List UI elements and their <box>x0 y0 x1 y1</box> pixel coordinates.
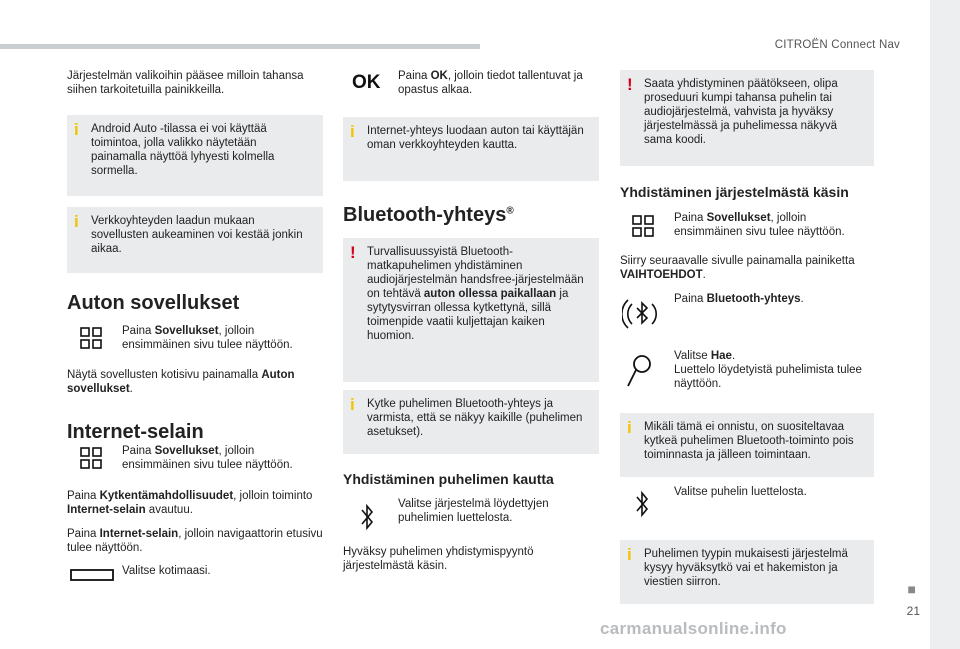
note-text: Mikäli tämä ei onnistu, on suositeltavaa kytkeä puhelimen Bluetooth-toiminto pois toiminnasta ja jälleen toimintaan. <box>644 421 854 461</box>
heading-bluetooth: Bluetooth-yhteys® <box>343 204 514 226</box>
note-text: Puhelimen tyypin mukaisesti järjestelmä kysyy hyväksytkö vai et hakemiston ja viestien siirron. <box>644 548 848 588</box>
note-text: Turvallisuussyistä Bluetooth-matkapuhelimen yhdistäminen audiojärjestelmän handsfree-järjestelmään on tehtävä auton ollessa paikallaan ja sytytysvirran ollessa kytkettynä, sillä toimenpide vaatii kuljettajan kaiken huomion. <box>367 246 584 342</box>
info-icon: i <box>74 212 79 231</box>
bluetooth-signal-icon <box>622 294 662 334</box>
note-text: Kytke puhelimen Bluetooth-yhteys ja varmista, että se näkyy kaikille (puhelimen asetukset). <box>367 398 583 438</box>
browser-press-text: Paina Sovellukset, jolloin ensimmäinen sivu tulee näyttöön. <box>122 445 293 471</box>
heading-auton-sovellukset: Auton sovellukset <box>67 292 240 314</box>
info-icon: i <box>627 545 632 564</box>
watermark: carmanualsonline.info <box>600 619 787 638</box>
select-system-text: Valitse järjestelmä löydettyjen puhelimien luettelosta. <box>398 498 549 524</box>
warning-note-safety <box>343 238 599 382</box>
page-number: 21 <box>906 604 920 618</box>
options-text: Siirry seuraavalle sivulle painamalla painiketta VAIHTOEHDOT. <box>620 255 855 281</box>
info-icon: i <box>627 418 632 437</box>
search-icon <box>624 353 654 389</box>
browser-navigator-text: Paina Internet-selain, jolloin navigaattorin etusivu tulee näyttöön. <box>67 528 323 554</box>
apps-grid-icon <box>80 447 102 469</box>
home-country-text: Valitse kotimaasi. <box>122 565 211 577</box>
brand-header: CITROËN Connect Nav <box>774 39 900 51</box>
info-note-internet <box>343 117 599 181</box>
heading-phone-pairing: Yhdistäminen puhelimen kautta <box>343 471 554 487</box>
note-text: Saata yhdistyminen päätökseen, olipa proseduuri kumpi tahansa puhelin tai audiojärjestelmä, vahvista ja hyväksy järjestelmässä ja puhelimessa näkyvä sama koodi. <box>644 78 838 146</box>
bluetooth-icon <box>634 487 650 521</box>
apps-show-text: Näytä sovellusten kotisivu painamalla Auton sovellukset. <box>67 369 295 395</box>
info-note-network <box>67 207 323 273</box>
warning-icon: ! <box>627 75 633 94</box>
ok-icon: OK <box>352 72 381 93</box>
browser-connectivity-text: Paina Kytkentämahdollisuudet, jolloin toiminto Internet-selain avautuu. <box>67 490 313 516</box>
page-edge-band <box>930 0 960 649</box>
end-marker: ■ <box>907 581 916 597</box>
info-icon: i <box>350 395 355 414</box>
apps-grid-icon <box>632 215 654 237</box>
intro-text: Järjestelmän valikoihin pääsee milloin tahansa siihen tarkoitetuilla painikkeilla. <box>67 70 304 96</box>
info-note-retry <box>620 413 874 477</box>
heading-system-pairing: Yhdistäminen järjestelmästä käsin <box>620 184 849 200</box>
apps-grid-icon <box>80 327 102 349</box>
empty-field-icon <box>70 569 114 581</box>
warning-note-code <box>620 70 874 166</box>
header-rule <box>0 44 480 49</box>
search-text: Valitse Hae. Luettelo löydetyistä puhelimista tulee näyttöön. <box>674 350 862 390</box>
sys-press-text: Paina Sovellukset, jolloin ensimmäinen sivu tulee näyttöön. <box>674 212 845 238</box>
note-text: Internet-yhteys luodaan auton tai käyttäjän oman verkkoyhteyden kautta. <box>367 125 584 151</box>
note-text: Verkkoyhteyden laadun mukaan sovellusten aukeaminen voi kestää jonkin aikaa. <box>91 215 303 255</box>
bluetooth-icon <box>359 500 375 534</box>
info-icon: i <box>350 122 355 141</box>
apps-press-text: Paina Sovellukset, jolloin ensimmäinen sivu tulee näyttöön. <box>122 325 293 351</box>
note-text: Android Auto -tilassa ei voi käyttää toimintoa, jolla valikko näytetään painamalla näyttöä lyhyesti kolmella sormella. <box>91 123 275 177</box>
warning-icon: ! <box>350 243 356 262</box>
info-icon: i <box>74 120 79 139</box>
info-note-android-auto <box>67 115 323 196</box>
info-note-phone-type <box>620 540 874 604</box>
bt-press-text: Paina Bluetooth-yhteys. <box>674 293 804 305</box>
accept-request-text: Hyväksy puhelimen yhdistymispyyntö järjestelmästä käsin. <box>343 546 534 572</box>
heading-internet-selain: Internet-selain <box>67 421 204 443</box>
ok-press-text: Paina OK, jolloin tiedot tallentuvat ja opastus alkaa. <box>398 70 583 96</box>
select-phone-text: Valitse puhelin luettelosta. <box>674 486 807 498</box>
info-note-bluetooth-visible <box>343 390 599 454</box>
